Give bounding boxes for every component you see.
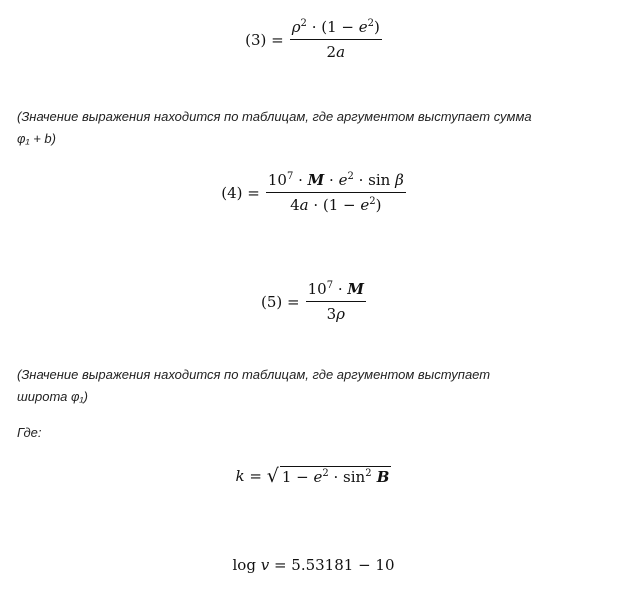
formula-4-fraction — [266, 171, 406, 214]
formula-text: · — [293, 171, 308, 189]
rho-symbol: ρ — [336, 305, 345, 323]
radicand — [280, 466, 392, 486]
note-line: φ₁ + b) — [17, 131, 56, 146]
formula-text: = — [244, 467, 267, 485]
formula-text: 2 — [326, 43, 337, 61]
formula-3-label: (3) = — [245, 30, 284, 49]
note-line: широта φ₁) — [17, 389, 88, 404]
square-root — [267, 466, 392, 486]
exponent: 2 — [322, 468, 329, 479]
note-table-sum — [17, 106, 607, 150]
formula-4-label: (4) = — [221, 183, 260, 202]
formula-text: 3 — [326, 305, 337, 323]
exponent: 2 — [300, 18, 307, 29]
formula-text: log — [232, 556, 261, 574]
formula-log-v — [0, 556, 627, 574]
formula-text: ) — [374, 18, 380, 36]
note-line: Где: — [17, 425, 42, 440]
formula-text: 10 — [267, 171, 287, 189]
formula-3-numerator — [290, 18, 382, 40]
a-symbol: a — [299, 196, 309, 214]
e-symbol: e — [313, 468, 323, 486]
a-symbol: a — [336, 43, 346, 61]
formula-4-denominator — [290, 193, 381, 214]
formula-text: · — [324, 171, 339, 189]
exponent: 2 — [347, 171, 354, 182]
sqrt-icon: √ — [266, 465, 279, 487]
formula-3-denominator — [327, 40, 346, 61]
b-symbol: B — [371, 468, 390, 486]
formula-5-label: (5) = — [261, 292, 300, 311]
formula-text: 1 − — [281, 468, 314, 486]
formula-5-denominator — [327, 302, 345, 323]
formula-4-numerator — [266, 171, 406, 193]
m-symbol: M — [347, 280, 364, 298]
exponent: 7 — [286, 171, 294, 182]
formula-text: · sin — [328, 468, 366, 486]
formula-text: 4 — [290, 196, 300, 214]
formula-text: · sin — [353, 171, 396, 189]
m-symbol: M — [307, 171, 325, 189]
formula-3-fraction — [290, 18, 382, 61]
where-label — [17, 422, 607, 444]
formula-text: = 5.53181 − 10 — [269, 556, 395, 574]
formula-text: 10 — [307, 280, 327, 298]
formula-3 — [0, 18, 627, 61]
formula-5-fraction — [306, 280, 366, 323]
exponent: 2 — [365, 468, 372, 479]
formula-text: · — [333, 280, 348, 298]
exponent: 7 — [326, 280, 334, 291]
formula-k — [0, 466, 627, 486]
formula-5-numerator — [306, 280, 366, 302]
v-symbol: v — [260, 556, 270, 574]
exponent: 2 — [369, 196, 376, 207]
formula-text: · (1 − — [306, 18, 359, 36]
note-line: (Значение выражения находится по таблицам, где аргументом выступает сумма — [17, 109, 532, 124]
rho-symbol: ρ — [291, 18, 301, 36]
formula-5 — [0, 280, 627, 323]
formula-4 — [0, 171, 627, 214]
note-table-latitude — [17, 364, 607, 408]
k-symbol: k — [235, 467, 245, 485]
formula-text: ) — [375, 196, 382, 214]
e-symbol: e — [338, 171, 348, 189]
beta-symbol: β — [395, 171, 404, 189]
exponent: 2 — [367, 18, 374, 29]
formula-text: · (1 − — [308, 196, 361, 214]
e-symbol: e — [358, 18, 368, 36]
e-symbol: e — [360, 196, 370, 214]
note-line: (Значение выражения находится по таблицам, где аргументом выступает — [17, 367, 491, 382]
